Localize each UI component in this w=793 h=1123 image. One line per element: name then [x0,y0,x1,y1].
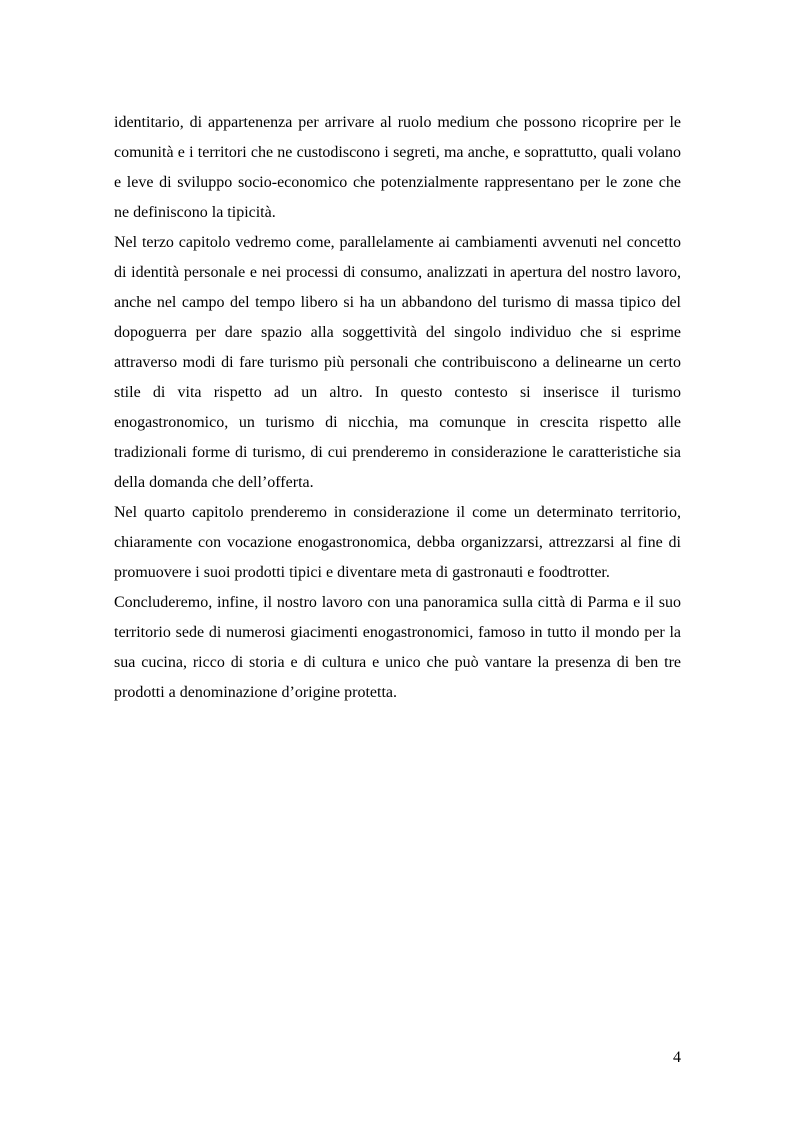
page-number: 4 [673,1049,681,1066]
paragraph-conclusion: Concluderemo, infine, il nostro lavoro con una panoramica sulla città di Parma e il suo territorio sede di numerosi giacimenti enogastronomici, famoso in tutto il mondo per la sua cucina, ricco di storia e di cultura e unico che può vantare la presenza di ben tre prodotti a denominazione d’origine protetta. [114,594,681,701]
paragraph-third-chapter: Nel terzo capitolo vedremo come, parallelamente ai cambiamenti avvenuti nel concetto di identità personale e nei processi di consumo, analizzati in apertura del nostro lavoro, anche nel campo del tempo libero si ha un abbandono del turismo di massa tipico del dopoguerra per dare spazio alla soggettività del singolo individuo che si esprime attraverso modi di fare turismo più personali che contribuiscono a delinearne un certo stile di vita rispetto ad un altro. In questo contesto si inserisce il turismo enogastronomico, un turismo di nicchia, ma comunque in crescita rispetto alle tradizionali forme di turismo, di cui prenderemo in considerazione le caratteristiche sia della domanda che dell’offerta. [114,234,681,491]
paragraph-intro-continuation: identitario, di appartenenza per arrivare al ruolo medium che possono ricoprire per le comunità e i territori che ne custodiscono i segreti, ma anche, e soprattutto, quali volano e leve di sviluppo socio-economico che potenzialmente rappresentano per le zone che ne definiscono la tipicità. [114,114,681,221]
body-text [114,108,681,708]
paragraph-fourth-chapter: Nel quarto capitolo prenderemo in considerazione il come un determinato territorio, chiaramente con vocazione enogastronomica, debba organizzarsi, attrezzarsi al fine di promuovere i suoi prodotti tipici e diventare meta di gastronauti e foodtrotter. [114,504,681,581]
